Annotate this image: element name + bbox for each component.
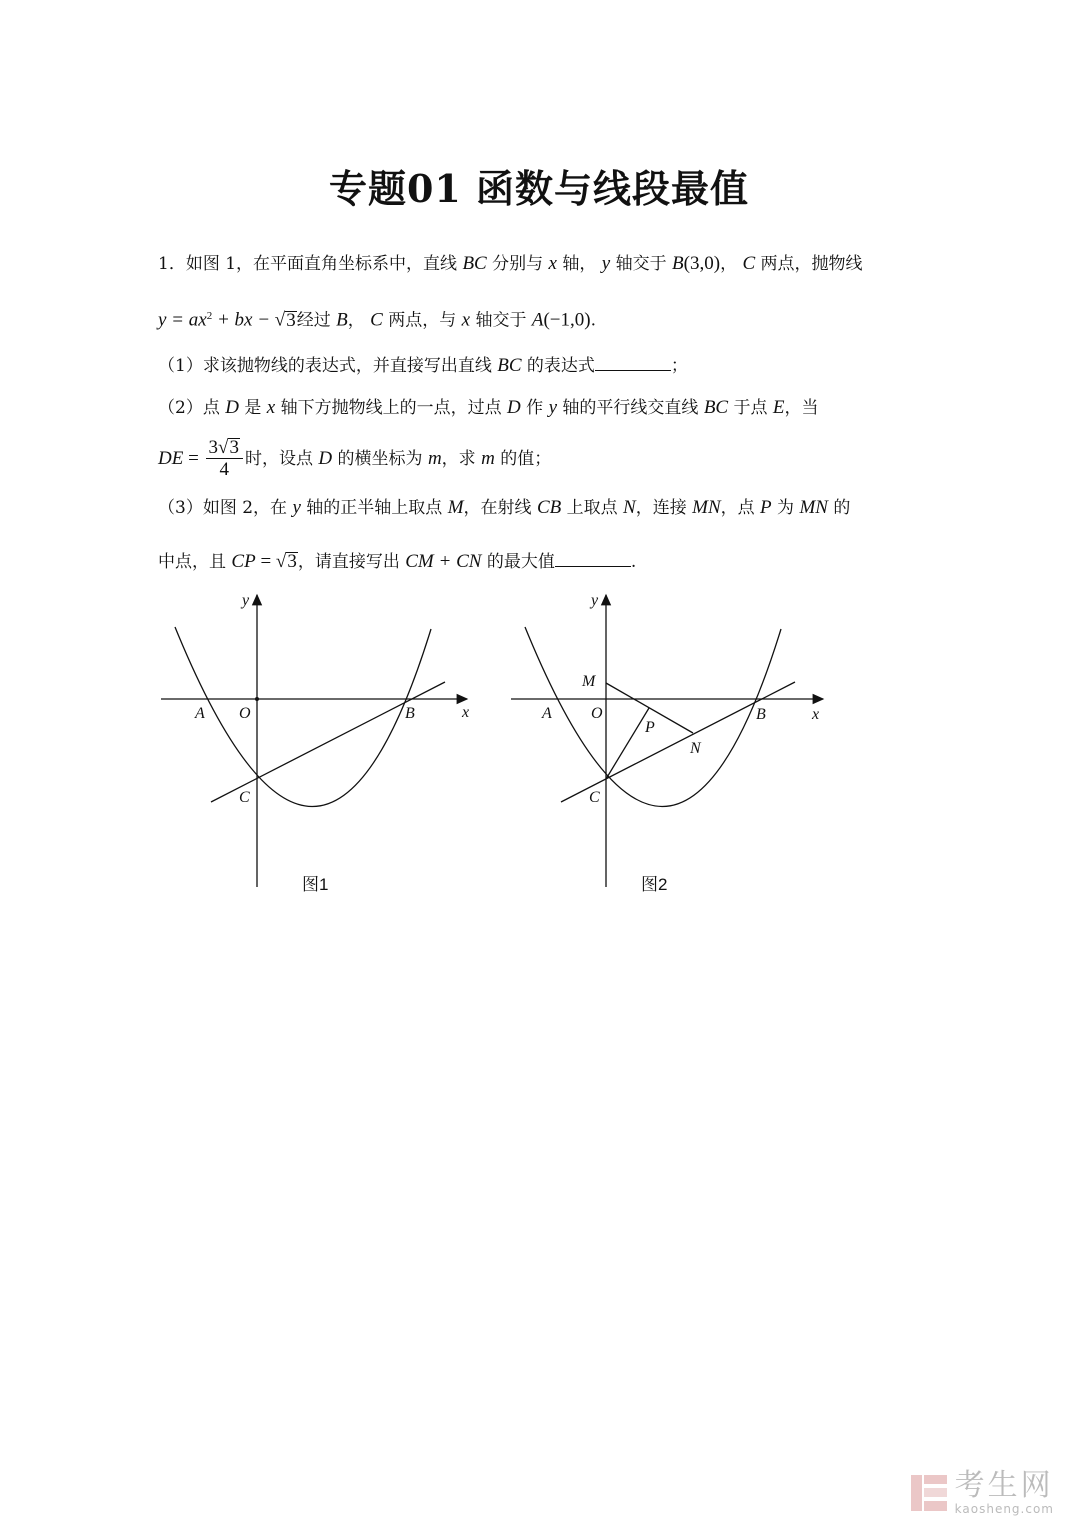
label-x: x — [812, 706, 820, 723]
origin-point — [255, 697, 259, 701]
label-c: C — [589, 789, 600, 806]
label-p: P — [645, 719, 655, 736]
figure-1 — [155, 585, 485, 899]
question-part-3-condition: 中点，且 CP = √3，请直接写出 CM + CN 的最大值 . — [158, 551, 637, 572]
parabola — [175, 627, 431, 807]
line-bc — [211, 682, 445, 802]
label-o: O — [239, 705, 251, 722]
label-a: A — [195, 705, 205, 722]
label-b: B — [405, 705, 415, 722]
problem-intro: 1．如图 1，在平面直角坐标系中，直线 BC 分别与 x 轴， y 轴交于 B(3,0)， C 两点，抛物线 — [158, 253, 863, 274]
parabola — [525, 627, 781, 807]
label-n: N — [690, 740, 701, 757]
fraction-de: $\frac{3√3}{4}$ — [206, 438, 243, 481]
label-m: M — [582, 673, 596, 690]
kaosheng-logo-icon — [909, 1473, 949, 1513]
question-part-1: （1）求该抛物线的表达式，并直接写出直线 BC 的表达式 ； — [158, 355, 688, 376]
figure-2 — [505, 585, 835, 899]
figure-1-caption: 图1 — [302, 875, 329, 894]
answer-blank-1 — [595, 356, 671, 371]
label-x: x — [462, 704, 470, 721]
parabola-equation-line: $y = ax^2$ + bx − √3经过 B， C 两点，与 x 轴交于 A(−1,0). — [158, 309, 597, 331]
page-title: 专题01 函数与线段最值 — [328, 166, 750, 211]
label-c: C — [239, 789, 250, 806]
figure-2-caption: 图2 — [641, 875, 668, 894]
label-y: y — [591, 592, 599, 609]
watermark-brand: 考生网 — [954, 1468, 1054, 1503]
label-a: A — [542, 705, 552, 722]
question-part-3: （3）如图 2，在 y 轴的正半轴上取点 M，在射线 CB 上取点 N，连接 MN，点 P 为 MN 的 — [158, 497, 851, 518]
watermark — [909, 1470, 1054, 1516]
answer-blank-3 — [555, 552, 631, 567]
line-bc — [561, 682, 795, 802]
question-part-2-condition: DE = $\frac{3√3}{4}$ 时，设点 D 的横坐标为 m，求 m 的值； — [158, 437, 552, 480]
watermark-domain: kaosheng.com — [954, 1502, 1054, 1516]
label-y: y — [242, 592, 250, 609]
question-part-2: （2）点 D 是 x 轴下方抛物线上的一点，过点 D 作 y 轴的平行线交直线 BC 于点 E，当 — [158, 397, 819, 418]
label-b: B — [756, 706, 766, 723]
label-o: O — [591, 705, 603, 722]
